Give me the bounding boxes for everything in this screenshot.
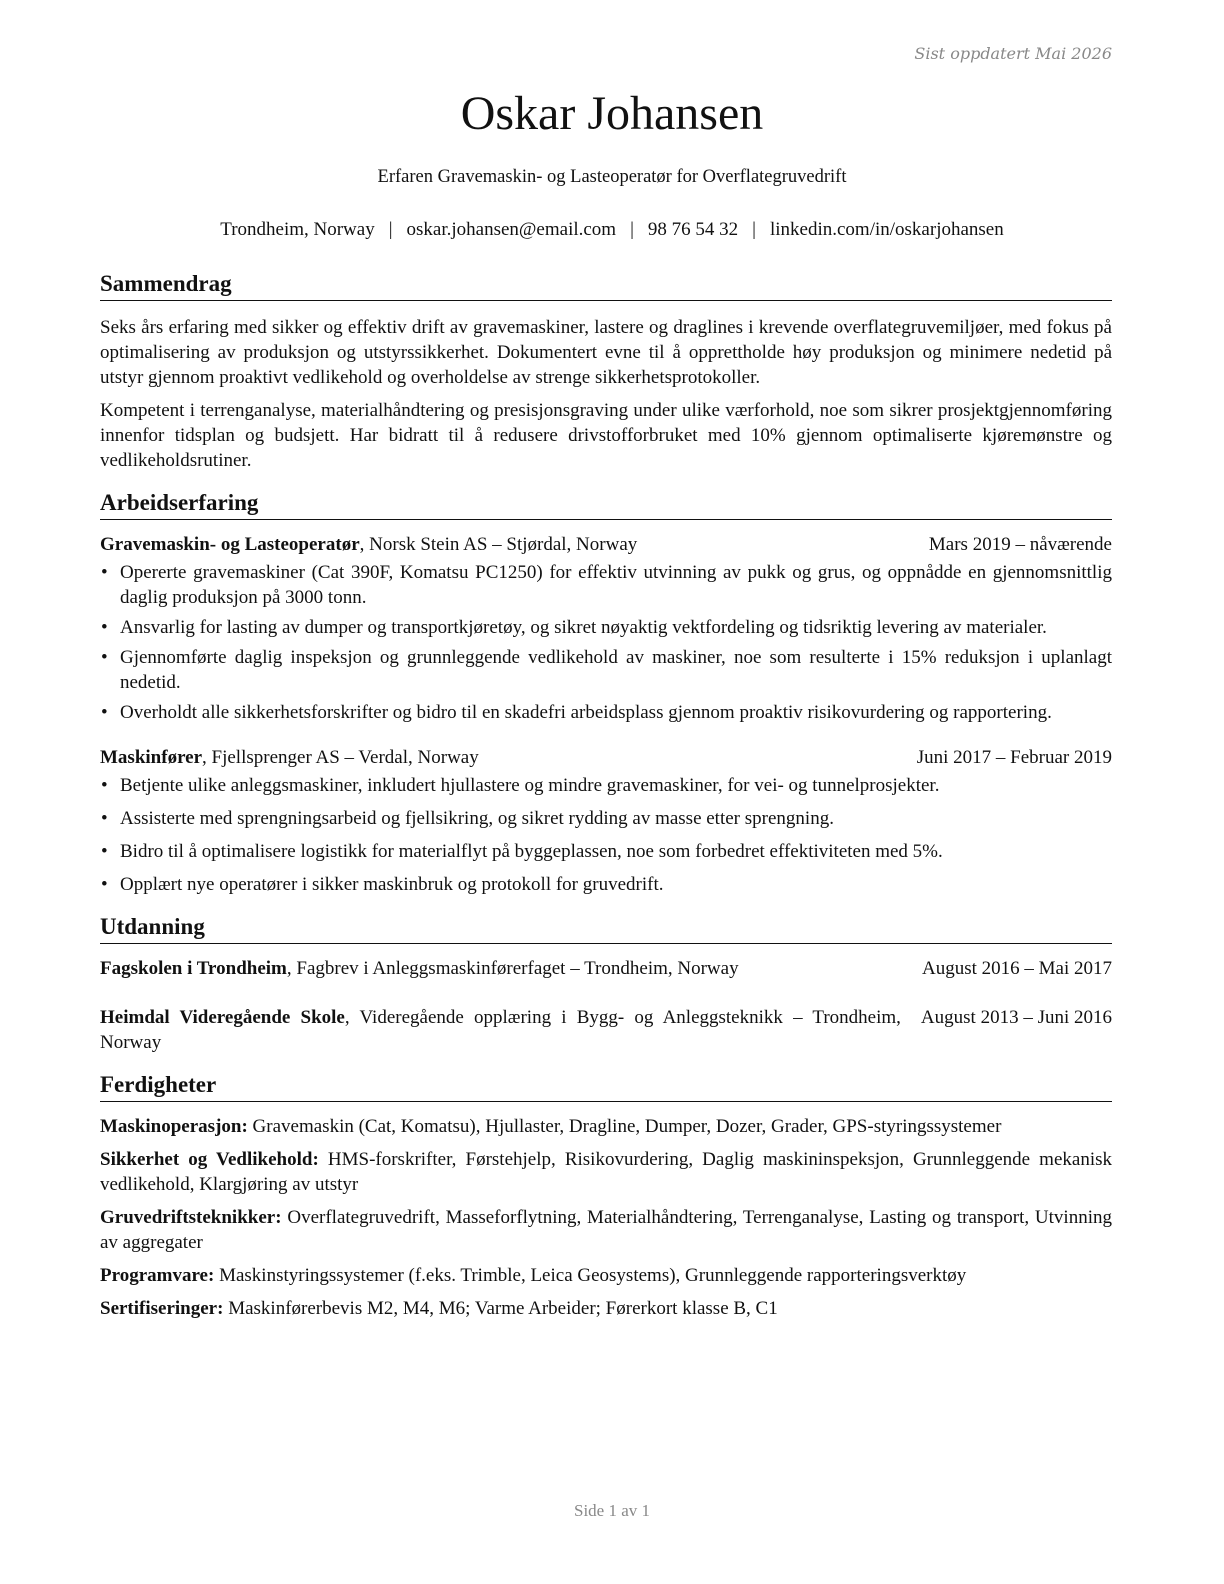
candidate-name: Oskar Johansen [460,87,764,140]
candidate-subtitle: Erfaren Gravemaskin- og Lasteoperatør for Overflategruvedrift [377,167,847,187]
job-bullet: • Opererte gravemaskiner (Cat 390F, Komatsu PC1250) for effektiv utvinning av pukk og grus, og oppnådde en gjennomsnittlig daglig produksjon på 3000 tonn. [100,560,1112,610]
job-bullet: • Assisterte med sprengningsarbeid og fjellsikring, og sikret rydding av masse etter sprengning. [100,806,1112,831]
section-heading-experience: Arbeidserfaring [100,489,1112,520]
skill-label: Gruvedriftsteknikker: [100,1207,282,1228]
education-school: Heimdal Videregående Skole [100,1007,345,1028]
section-heading-summary: Sammendrag [100,270,1112,301]
job-bullet: • Overholdt alle sikkerhetsforskrifter og bidro til en skadefri arbeidsplass gjennom proaktiv risikovurdering og rapportering. [100,700,1112,725]
job-bullets [100,560,1112,725]
job-header [100,745,1112,770]
job-employer: , Norsk Stein AS – Stjørdal, Norway [359,534,638,555]
contact-separator: | [630,219,634,240]
job-bullet: • Bidro til å optimalisere logistikk for materialflyt på byggeplassen, noe som forbedret effektiviteten med 5%. [100,839,1112,864]
contact-line [0,219,1224,241]
skill-text: Gravemaskin (Cat, Komatsu), Hjullaster, Dragline, Dumper, Dozer, Grader, GPS-styringssystemer [247,1116,1002,1137]
skill-row [100,1114,1112,1139]
skill-row [100,1147,1112,1197]
summary-paragraph: Seks års erfaring med sikker og effektiv drift av gravemaskiner, lastere og draglines i krevende overflategruvemiljøer, med fokus på optimalisering av produksjon og utstyrssikkerhet. Dokumentert evne til å opprettholde høy produksjon og minimere nedetid på utstyr gjennom proaktivt vedlikehold og overholdelse av strenge sikkerhetsprotokoller. [100,317,1112,388]
education-dates: August 2013 – Juni 2016 [920,1007,1112,1028]
education-dates: August 2016 – Mai 2017 [922,958,1112,979]
summary-paragraph: Kompetent i terrenganalyse, materialhåndtering og presisjonsgraving under ulike værforhold, noe som sikrer prosjektgjennomføring innenfor tidsplan og budsjett. Har bidratt til å redusere drivstofforbruket med 10% gjennom optimaliserte kjøremønstre og vedlikeholdsrutiner. [100,400,1112,471]
section-heading-skills: Ferdigheter [100,1071,1112,1102]
skill-row [100,1263,1112,1288]
skill-label: Sertifiseringer: [100,1298,224,1319]
education-item [100,956,1112,981]
job-header [100,532,1112,557]
skill-label: Sikkerhet og Vedlikehold: [100,1149,319,1170]
page-number: Side 1 av 1 [573,1501,651,1520]
experience-section [100,489,1112,897]
skills-section [100,1071,1112,1321]
education-details: , Videregående opplæring i Bygg- og Anleggsteknikk – Trondheim, Norway [100,1007,901,1053]
contact-email[interactable]: oskar.johansen@email.com [406,219,617,240]
job-title: Maskinfører [100,747,203,768]
skill-text: HMS-forskrifter, Førstehjelp, Risikovurdering, Daglig maskininspeksjon, Grunnleggende mekanisk vedlikehold, Klargjøring av utstyr [100,1149,1112,1195]
skill-label: Programvare: [100,1265,215,1286]
education-item [100,1005,1112,1055]
contact-separator: | [752,219,756,240]
last-updated-note: Sist oppdatert Mai 2026 [914,44,1112,63]
contact-phone[interactable]: 98 76 54 32 [647,219,739,240]
job-bullet: • Betjente ulike anleggsmaskiner, inkludert hjullastere og mindre gravemaskiner, for vei- og tunnelprosjekter. [100,773,1112,798]
section-heading-education: Utdanning [100,913,1112,944]
job-bullet: • Gjennomførte daglig inspeksjon og grunnleggende vedlikehold av maskiner, noe som resulterte i 15% reduksjon i uplanlagt nedetid. [100,645,1112,695]
education-school: Fagskolen i Trondheim [100,958,287,979]
skill-label: Maskinoperasjon: [100,1116,248,1137]
education-section [100,913,1112,1055]
skill-text: Overflategruvedrift, Masseforflytning, Materialhåndtering, Terrenganalyse, Lasting og transport, Utvinning av aggregater [100,1207,1112,1253]
job-bullet: • Ansvarlig for lasting av dumper og transportkjøretøy, og sikret nøyaktig vektfordeling og tidsriktig levering av materialer. [100,615,1112,640]
summary-section [100,270,1112,473]
contact-separator: | [388,219,393,240]
contact-linkedin[interactable]: linkedin.com/in/oskarjohansen [769,219,1004,240]
job-dates: Mars 2019 – nåværende [928,534,1112,555]
job-bullets [100,773,1112,897]
skill-row [100,1296,1112,1321]
skill-text: Maskinførerbevis M2, M4, M6; Varme Arbeider; Førerkort klasse B, C1 [223,1298,778,1319]
job-dates: Juni 2017 – Februar 2019 [916,747,1112,768]
job-bullet: • Opplært nye operatører i sikker maskinbruk og protokoll for gruvedrift. [100,872,1112,897]
job-employer: , Fjellsprenger AS – Verdal, Norway [202,747,479,768]
skill-text: Maskinstyringssystemer (f.eks. Trimble, Leica Geosystems), Grunnleggende rapporteringsverktøy [214,1265,967,1286]
job-title: Gravemaskin- og Lasteoperatør [100,534,360,555]
skill-row [100,1205,1112,1255]
contact-location: Trondheim, Norway [220,219,375,240]
resume-body [100,270,1112,1337]
education-details: , Fagbrev i Anleggsmaskinførerfaget – Trondheim, Norway [286,958,739,979]
